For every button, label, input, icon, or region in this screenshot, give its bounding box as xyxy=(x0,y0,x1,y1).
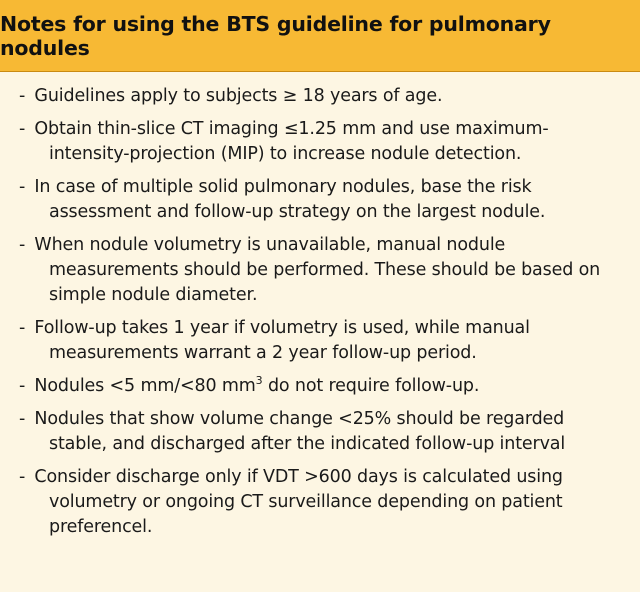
note-text: Consider discharge only if VDT >600 days is calculated using volumetry or ongoing CT surveillance depending on patient preferencel. xyxy=(34,467,563,537)
bullet-dash: - xyxy=(19,376,26,396)
note-item-age xyxy=(19,84,626,109)
notes-list xyxy=(0,72,640,540)
superscript-three: 3 xyxy=(255,374,263,388)
note-item-ct-imaging xyxy=(19,117,626,167)
note-text: Obtain thin-slice CT imaging ≤1.25 mm and use maximum-intensity-projection (MIP) to increase nodule detection. xyxy=(34,119,549,164)
bullet-dash: - xyxy=(19,235,26,255)
note-item-multiple-nodules xyxy=(19,175,626,225)
note-item-manual-measurement xyxy=(19,233,626,308)
note-text: When nodule volumetry is unavailable, manual nodule measurements should be performed. These should be based on simple nodule diameter. xyxy=(34,235,601,305)
note-item-volume-change xyxy=(19,407,626,457)
note-item-follow-up-duration xyxy=(19,316,626,366)
bullet-dash: - xyxy=(19,86,26,106)
bullet-dash: - xyxy=(19,409,26,429)
page-title: Notes for using the BTS guideline for pulmonary nodules xyxy=(0,11,551,60)
note-item-discharge-vdt xyxy=(19,465,626,540)
note-text: Nodules that show volume change <25% should be regarded stable, and discharged after the indicated follow-up interval xyxy=(34,409,566,454)
bullet-dash: - xyxy=(19,177,26,197)
note-text-after: do not require follow-up. xyxy=(262,376,480,396)
bullet-dash: - xyxy=(19,119,26,139)
note-text: Follow-up takes 1 year if volumetry is used, while manual measurements warrant a 2 year follow-up period. xyxy=(34,318,530,363)
note-text: Guidelines apply to subjects ≥ 18 years of age. xyxy=(34,86,443,106)
note-text-before: Nodules <5 mm/<80 mm xyxy=(34,376,256,396)
note-item-small-nodules xyxy=(19,374,626,399)
header-banner xyxy=(0,0,640,72)
bullet-dash: - xyxy=(19,318,26,338)
bullet-dash: - xyxy=(19,467,26,487)
note-text: In case of multiple solid pulmonary nodules, base the risk assessment and follow-up strategy on the largest nodule. xyxy=(34,177,546,222)
